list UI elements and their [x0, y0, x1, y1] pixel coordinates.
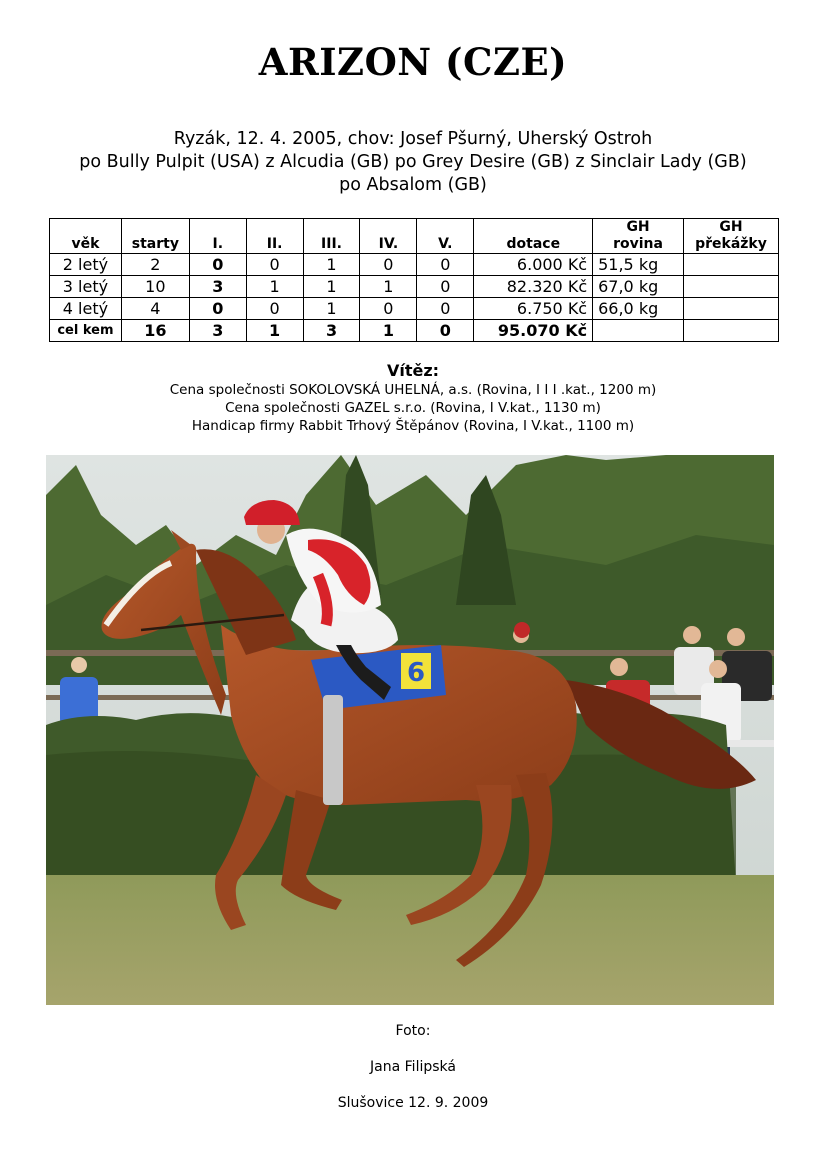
col-header-third: III. — [303, 219, 360, 254]
second-place-cell: 0 — [246, 254, 303, 276]
table-header-row — [50, 219, 779, 254]
total-gh-flat-cell — [593, 320, 684, 342]
winner-heading: Vítěz: — [386, 361, 440, 380]
photo-label: Foto: — [395, 1023, 431, 1039]
first-place-cell: 0 — [189, 298, 246, 320]
third-place-cell: 1 — [303, 276, 360, 298]
fifth-place-cell: 0 — [417, 298, 474, 320]
second-place-cell: 0 — [246, 298, 303, 320]
total-fifth-place-cell: 0 — [417, 320, 474, 342]
gh-flat-cell: 67,0 kg — [593, 276, 684, 298]
col-header-gh-flat: GH rovina — [593, 219, 684, 254]
gh-jump-cell — [683, 298, 778, 320]
gh-flat-cell: 51,5 kg — [593, 254, 684, 276]
age-cell: 2 letý — [50, 254, 122, 276]
total-second-place-cell: 1 — [246, 320, 303, 342]
table-row — [50, 254, 779, 276]
starts-cell: 4 — [121, 298, 189, 320]
col-header-starts: starty — [121, 219, 189, 254]
fifth-place-cell: 0 — [417, 276, 474, 298]
gh-flat-cell: 66,0 kg — [593, 298, 684, 320]
starts-cell: 2 — [121, 254, 189, 276]
col-header-age: věk — [50, 219, 122, 254]
first-place-cell: 0 — [189, 254, 246, 276]
saddle-number: 6 — [406, 658, 426, 688]
starts-cell: 10 — [121, 276, 189, 298]
table-row — [50, 298, 779, 320]
third-place-cell: 1 — [303, 254, 360, 276]
fourth-place-cell: 1 — [360, 276, 417, 298]
total-starts-cell: 16 — [121, 320, 189, 342]
col-header-first: I. — [189, 219, 246, 254]
winner-race-list — [0, 381, 826, 435]
col-header-fourth: IV. — [360, 219, 417, 254]
second-place-cell: 1 — [246, 276, 303, 298]
pedigree-line-1: Ryzák, 12. 4. 2005, chov: Josef Pšurný, Uherský Ostroh — [173, 129, 653, 149]
total-third-place-cell: 3 — [303, 320, 360, 342]
fifth-place-cell: 0 — [417, 254, 474, 276]
total-prize-money-cell: 95.070 Kč — [474, 320, 593, 342]
total-age-cell: cel kem — [50, 320, 122, 342]
age-cell: 4 letý — [50, 298, 122, 320]
prize-money-cell: 6.750 Kč — [474, 298, 593, 320]
fourth-place-cell: 0 — [360, 254, 417, 276]
pedigree-line-2: po Bully Pulpit (USA) z Alcudia (GB) po Grey Desire (GB) z Sinclair Lady (GB) — [79, 152, 747, 172]
prize-money-cell: 6.000 Kč — [474, 254, 593, 276]
winner-race-item: Cena společnosti SOKOLOVSKÁ UHELNÁ, a.s. (Rovina, I I I .kat., 1200 m) — [169, 382, 657, 398]
photographer-name: Jana Filipská — [370, 1059, 456, 1075]
fourth-place-cell: 0 — [360, 298, 417, 320]
place-date: Slušovice 12. 9. 2009 — [337, 1095, 489, 1111]
race-photo — [46, 455, 774, 1005]
total-fourth-place-cell: 1 — [360, 320, 417, 342]
gh-jump-cell — [683, 276, 778, 298]
winner-race-item: Cena společnosti GAZEL s.r.o. (Rovina, I V.kat., 1130 m) — [225, 400, 601, 416]
total-gh-jump-cell — [683, 320, 778, 342]
third-place-cell: 1 — [303, 298, 360, 320]
table-total-row — [50, 320, 779, 342]
col-header-fifth: V. — [417, 219, 474, 254]
table-row — [50, 276, 779, 298]
prize-money-cell: 82.320 Kč — [474, 276, 593, 298]
col-header-gh-jump: GH překážky — [683, 219, 778, 254]
gh-jump-cell — [683, 254, 778, 276]
winner-race-item: Handicap firmy Rabbit Trhový Štěpánov (Rovina, I V.kat., 1100 m) — [191, 418, 635, 434]
first-place-cell: 3 — [189, 276, 246, 298]
age-cell: 3 letý — [50, 276, 122, 298]
race-record-table — [49, 218, 779, 342]
col-header-second: II. — [246, 219, 303, 254]
pedigree-line-3: po Absalom (GB) — [339, 175, 487, 195]
col-header-prize: dotace — [474, 219, 593, 254]
horse-name-title: ARIZON (CZE) — [258, 40, 568, 84]
total-first-place-cell: 3 — [189, 320, 246, 342]
